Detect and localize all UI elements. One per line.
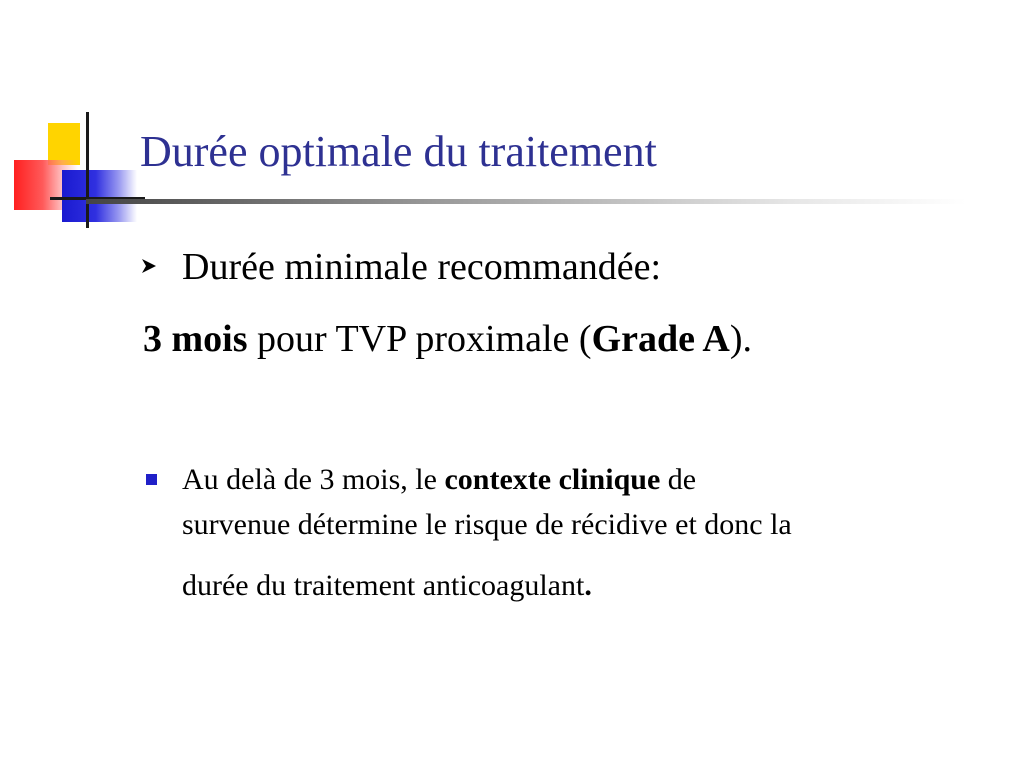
- context-bold: contexte clinique: [444, 463, 661, 496]
- context-line-2: survenue détermine le risque de récidive et donc la: [182, 508, 792, 541]
- context-bold-period: .: [584, 569, 592, 602]
- bullet-text: Durée minimale recommandée:: [182, 246, 662, 288]
- chevron-right-arrow-icon: [140, 257, 158, 275]
- context-line-3: [182, 562, 592, 610]
- title-underline-rule: [86, 199, 966, 204]
- duration-bold: 3 mois: [143, 318, 248, 360]
- logo-vertical-line: [86, 112, 89, 228]
- closing-text: ).: [729, 318, 752, 360]
- slide-title: Durée optimale du traitement: [140, 127, 657, 176]
- context-text-3: durée du traitement anticoagulant: [182, 569, 585, 602]
- logo-blue-square: [62, 170, 137, 222]
- logo-yellow-square: [48, 123, 80, 165]
- context-text-2: de: [660, 463, 697, 496]
- corner-logo-graphic: [0, 0, 150, 240]
- context-text-1: Au delà de 3 mois, le: [182, 463, 445, 496]
- duration-text: pour TVP proximale (: [247, 318, 592, 360]
- square-bullet-icon: [146, 474, 157, 485]
- context-line-1: [182, 456, 696, 504]
- grade-bold: Grade A: [591, 318, 730, 360]
- duration-line: [143, 314, 752, 364]
